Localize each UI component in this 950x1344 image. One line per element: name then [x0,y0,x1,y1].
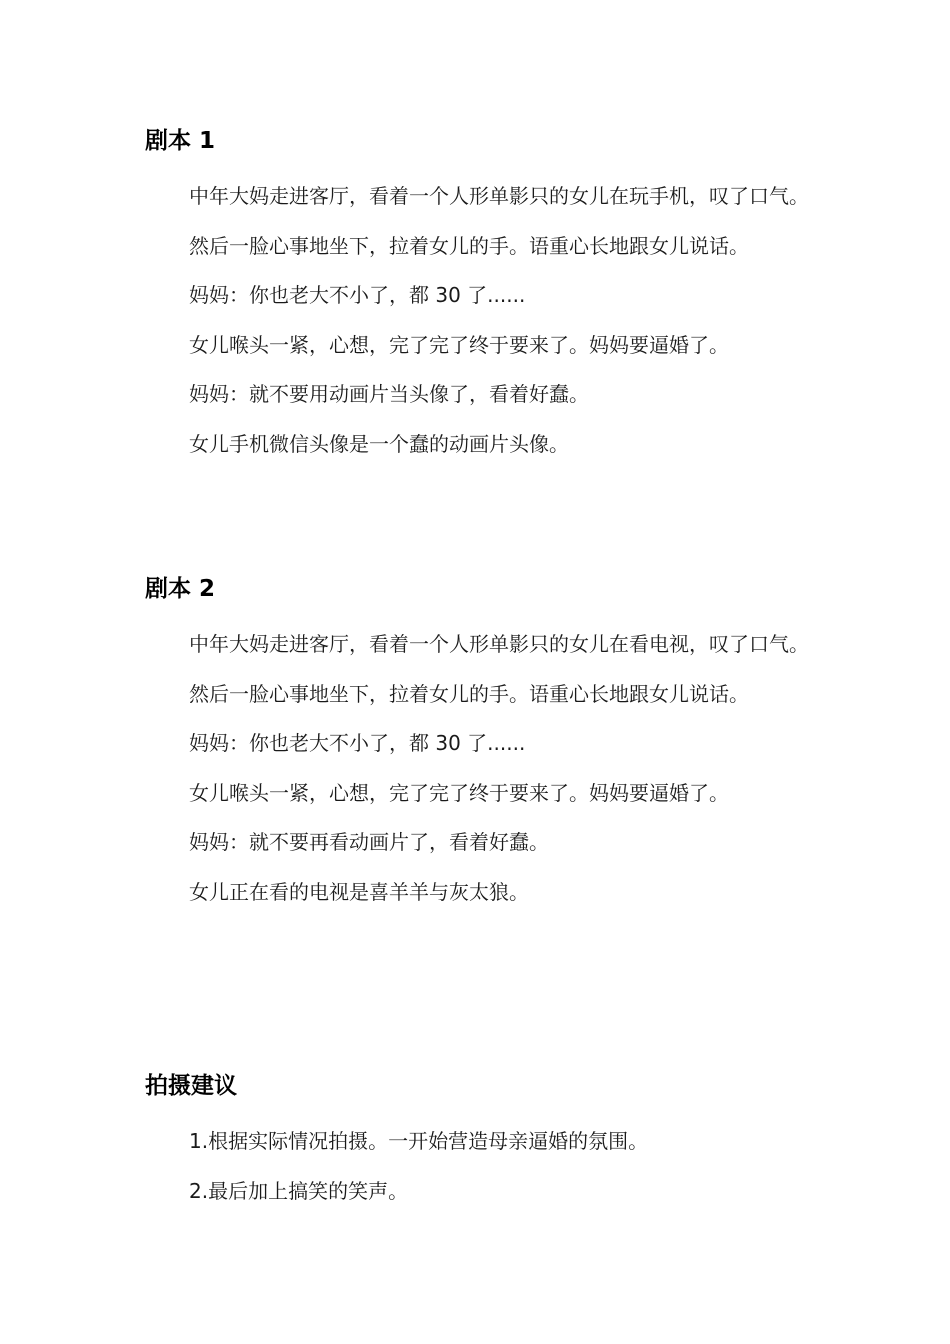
paragraph: 女儿手机微信头像是一个蠢的动画片头像。 [189,431,569,456]
advice-item: 1.根据实际情况拍摄。一开始营造母亲逼婚的氛围。 [189,1129,649,1153]
paragraph: 女儿喉头一紧，心想，完了完了终于要来了。妈妈要逼婚了。 [189,332,729,357]
advice-item: 2.最后加上搞笑的笑声。 [189,1178,409,1203]
paragraph: 然后一脸心事地坐下，拉着女儿的手。语重心长地跟女儿说话。 [189,681,749,706]
script-2-body [145,620,815,917]
paragraph: 妈妈：你也老大不小了，都 30 了...... [189,283,526,307]
script-1-title: 剧本 1 [145,128,216,154]
paragraph: 中年大妈走进客厅，看着一个人形单影只的女儿在玩手机，叹了口气。 [189,184,809,208]
shooting-advice-title: 拍摄建议 [145,1073,237,1099]
script-2-section [145,574,815,917]
script-2-title: 剧本 2 [145,576,216,602]
paragraph: 女儿正在看的电视是喜羊羊与灰太狼。 [189,879,529,904]
shooting-advice-body [145,1117,815,1216]
paragraph: 女儿喉头一紧，心想，完了完了终于要来了。妈妈要逼婚了。 [189,780,729,805]
script-1-section [145,126,815,469]
script-1-body [145,172,815,469]
paragraph: 妈妈：你也老大不小了，都 30 了...... [189,731,526,755]
paragraph: 妈妈：就不要再看动画片了，看着好蠢。 [189,830,549,854]
paragraph: 中年大妈走进客厅，看着一个人形单影只的女儿在看电视，叹了口气。 [189,632,809,656]
paragraph: 然后一脸心事地坐下，拉着女儿的手。语重心长地跟女儿说话。 [189,233,749,258]
shooting-advice-section [145,1071,815,1216]
paragraph: 妈妈：就不要用动画片当头像了，看着好蠢。 [189,382,589,406]
